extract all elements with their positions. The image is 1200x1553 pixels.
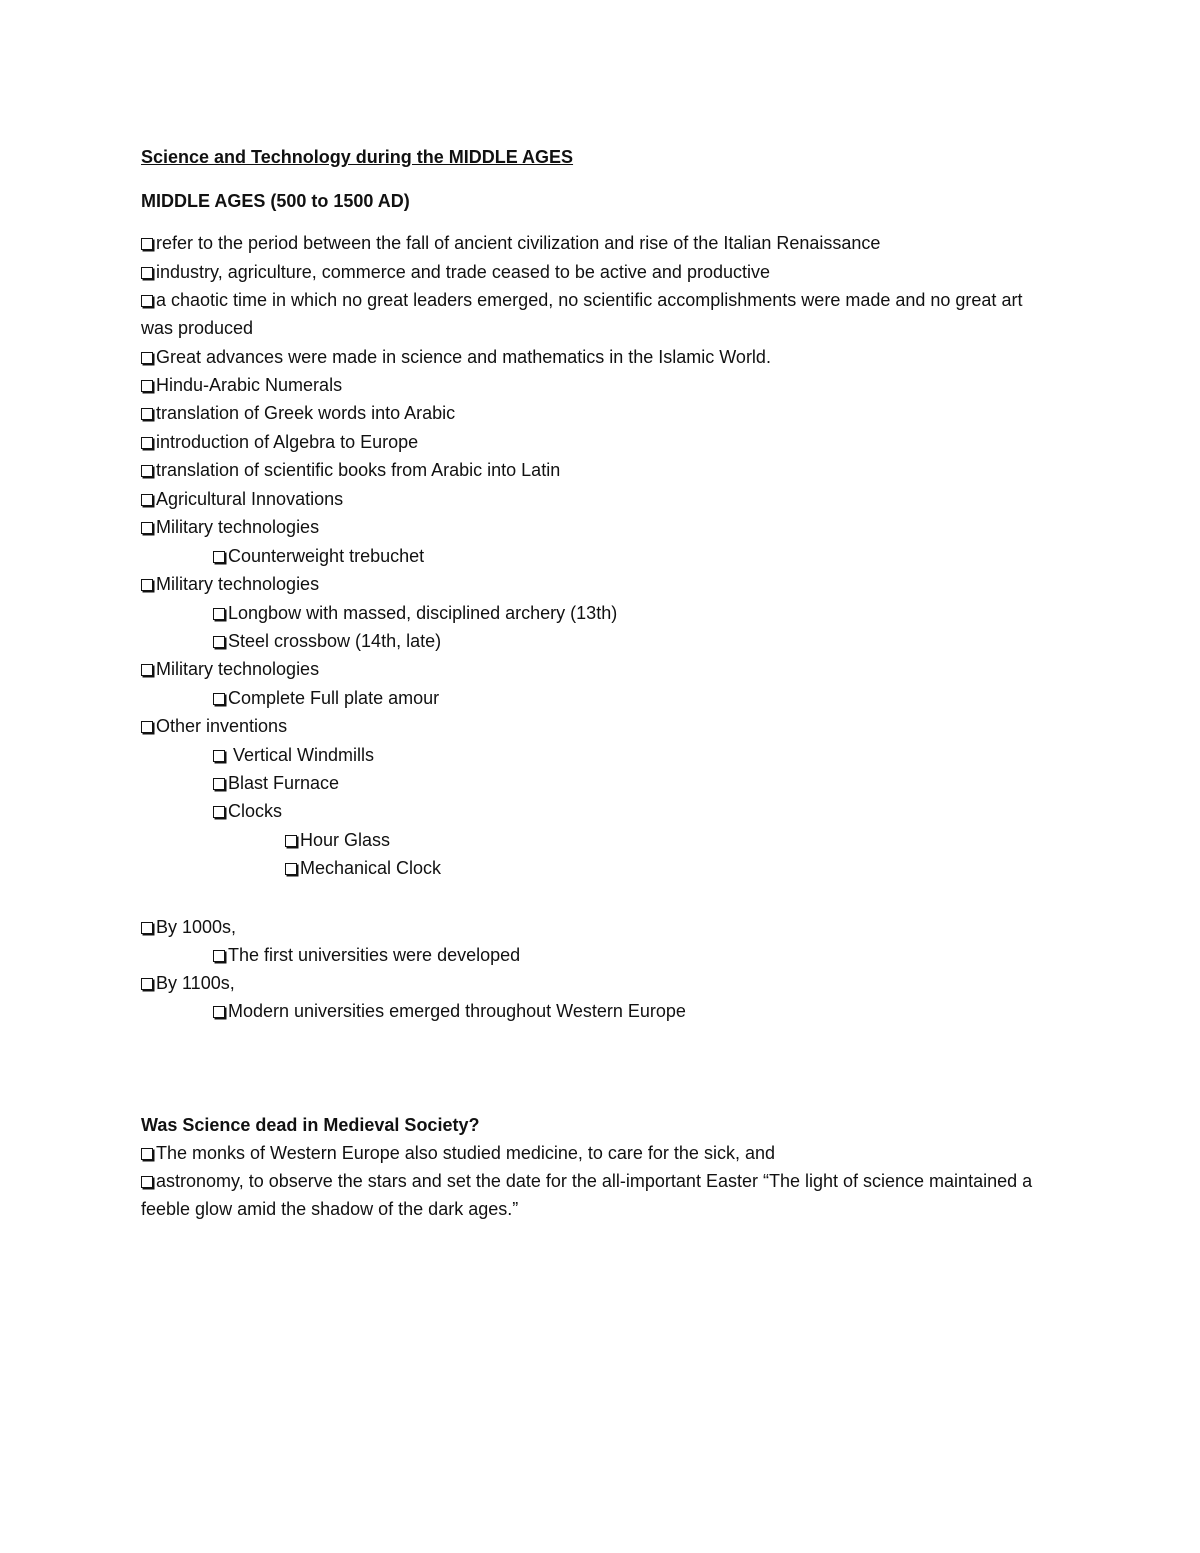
list-item: Military technologies: [141, 572, 319, 596]
list-item: Military technologies: [141, 657, 319, 681]
checkbox-icon: [141, 437, 153, 449]
list-item: Blast Furnace: [213, 771, 339, 795]
list-item: Hindu-Arabic Numerals: [141, 373, 342, 397]
list-item: translation of scientific books from Arabic into Latin: [141, 458, 560, 482]
checkbox-icon: [285, 863, 297, 875]
list-item: Other inventions: [141, 714, 287, 738]
list-item: Mechanical Clock: [285, 856, 441, 880]
checkbox-icon: [213, 750, 225, 762]
list-item: Great advances were made in science and mathematics in the Islamic World.: [141, 345, 771, 369]
list-item: Vertical Windmills: [213, 743, 374, 767]
checkbox-icon: [141, 579, 153, 591]
list-item: Counterweight trebuchet: [213, 544, 424, 568]
list-item: Clocks: [213, 799, 282, 823]
list-item: Agricultural Innovations: [141, 487, 343, 511]
section-heading: MIDDLE AGES (500 to 1500 AD): [141, 191, 410, 211]
list-item: astronomy, to observe the stars and set the date for the all-important Easter “The light of science maintained a feeble glow amid the shadow of the dark ages.”: [141, 1171, 1033, 1219]
list-item: Steel crossbow (14th, late): [213, 629, 441, 653]
list-item: translation of Greek words into Arabic: [141, 401, 455, 425]
checkbox-icon: [141, 465, 153, 477]
checkbox-icon: [141, 295, 153, 307]
checkbox-icon: [213, 1006, 225, 1018]
checkbox-icon: [285, 835, 297, 847]
list-item: Longbow with massed, disciplined archery (13th): [213, 601, 617, 625]
checkbox-icon: [141, 664, 153, 676]
list-item: Complete Full plate amour: [213, 686, 439, 710]
checkbox-icon: [213, 551, 225, 563]
checkbox-icon: [141, 721, 153, 733]
list-item: a chaotic time in which no great leaders emerged, no scientific accomplishments were made and no great art was produced: [141, 290, 1023, 338]
question-heading: Was Science dead in Medieval Society?: [141, 1115, 480, 1135]
checkbox-icon: [141, 494, 153, 506]
list-item: The monks of Western Europe also studied medicine, to care for the sick, and: [141, 1141, 775, 1165]
list-item: introduction of Algebra to Europe: [141, 430, 418, 454]
checkbox-icon: [141, 352, 153, 364]
list-item: industry, agriculture, commerce and trade ceased to be active and productive: [141, 260, 770, 284]
list-item: The first universities were developed: [213, 943, 520, 967]
checkbox-icon: [141, 267, 153, 279]
checkbox-icon: [141, 408, 153, 420]
list-item: Hour Glass: [285, 828, 390, 852]
list-item: Modern universities emerged throughout Western Europe: [213, 999, 686, 1023]
checkbox-icon: [141, 238, 153, 250]
checkbox-icon: [213, 693, 225, 705]
checkbox-icon: [141, 1148, 153, 1160]
list-item: By 1000s,: [141, 915, 236, 939]
document-title: Science and Technology during the MIDDLE AGES: [141, 147, 574, 167]
checkbox-icon: [213, 608, 225, 620]
list-item: refer to the period between the fall of ancient civilization and rise of the Italian Renaissance: [141, 231, 880, 255]
checkbox-icon: [141, 522, 153, 534]
list-item: By 1100s,: [141, 971, 235, 995]
checkbox-icon: [141, 380, 153, 392]
list-item: Military technologies: [141, 515, 319, 539]
checkbox-icon: [141, 922, 153, 934]
checkbox-icon: [141, 978, 153, 990]
checkbox-icon: [213, 778, 225, 790]
checkbox-icon: [213, 950, 225, 962]
checkbox-icon: [213, 636, 225, 648]
checkbox-icon: [213, 806, 225, 818]
checkbox-icon: [141, 1176, 153, 1188]
